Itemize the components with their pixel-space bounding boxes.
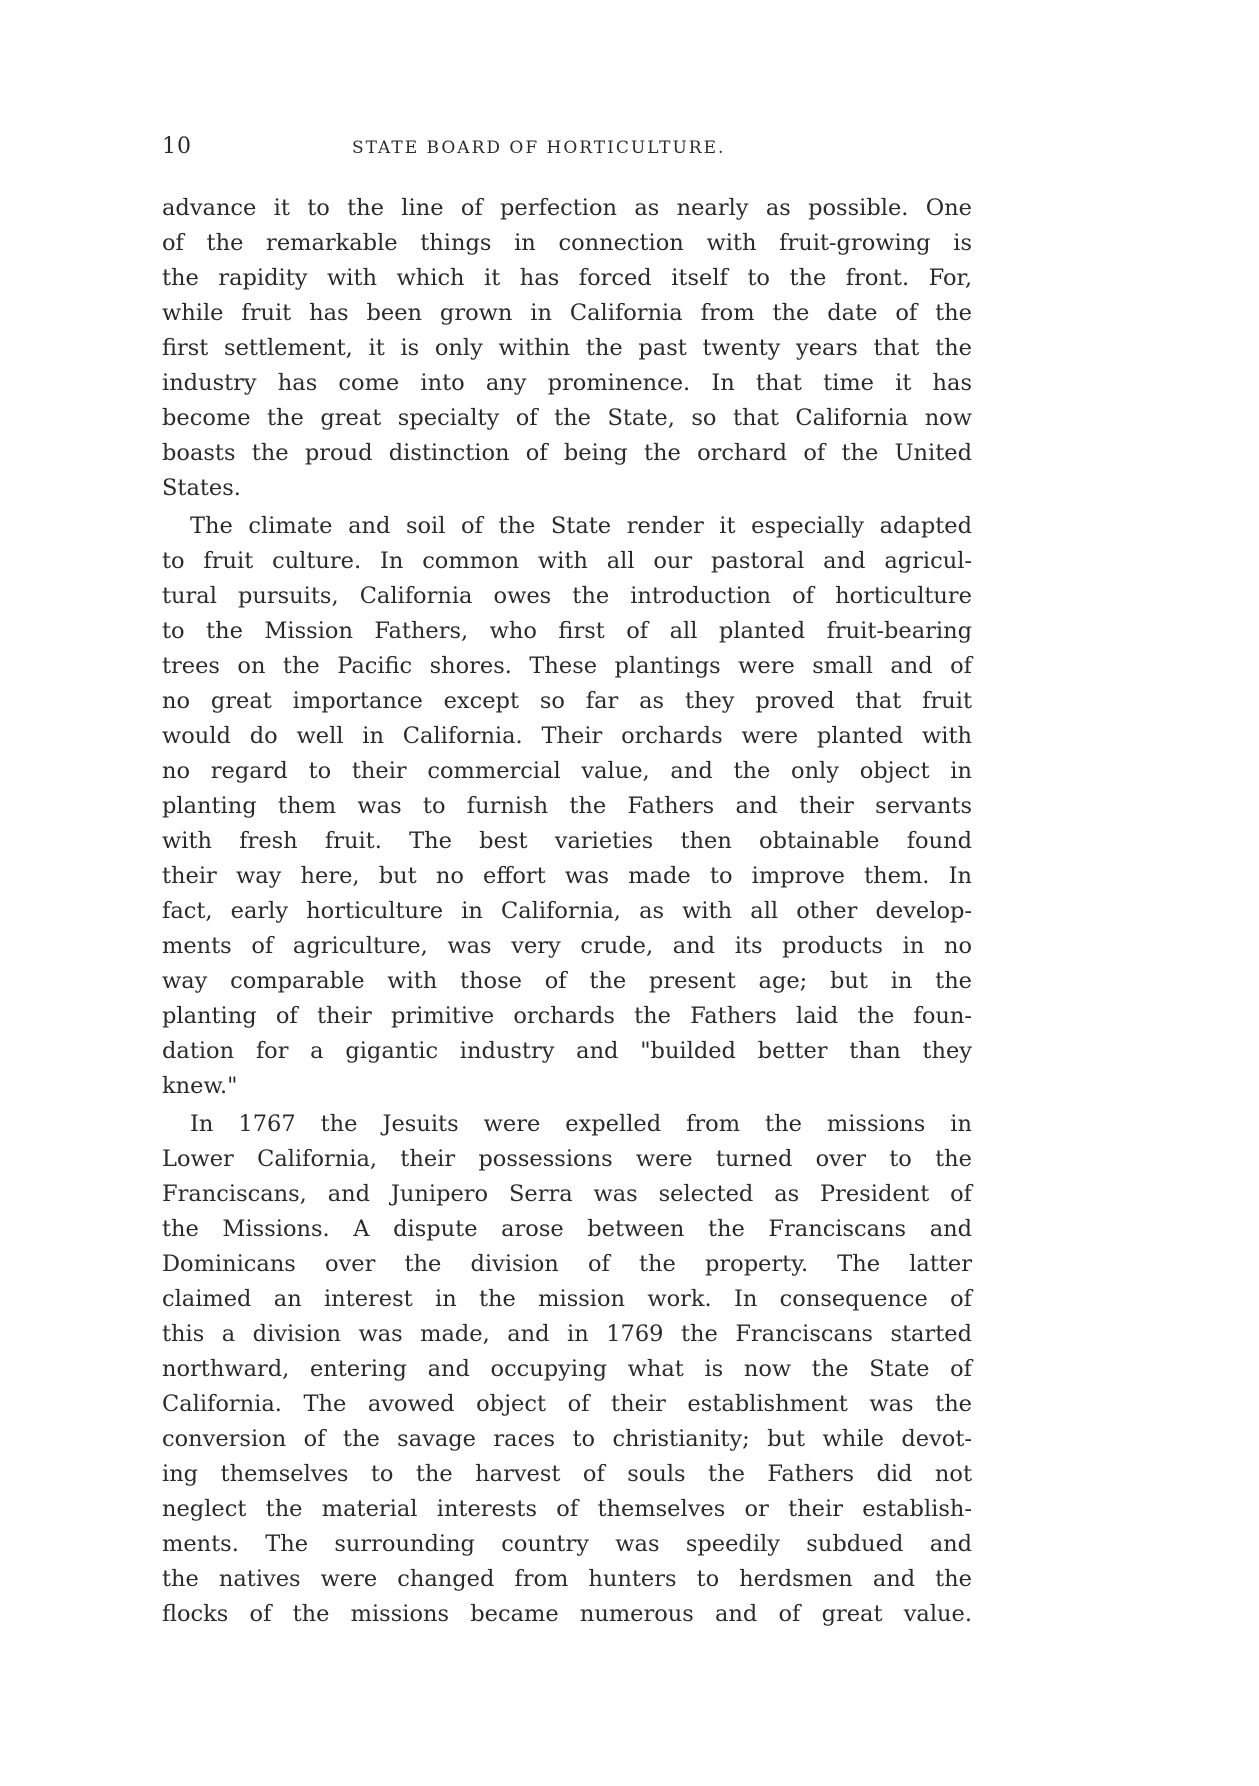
text-line: flocks of the missions became numerous and of great value. xyxy=(162,1601,972,1627)
text-line: the Missions. A dispute arose between the Franciscans and xyxy=(162,1216,972,1242)
text-line: the natives were changed from hunters to herdsmen and the xyxy=(162,1566,972,1592)
text-line: advance it to the line of perfection as nearly as possible. One xyxy=(162,195,972,221)
body-text xyxy=(162,191,972,1632)
running-head xyxy=(162,134,976,166)
text-line: Franciscans, and Junipero Serra was selected as President of xyxy=(162,1181,972,1207)
text-line: become the great specialty of the State, so that California now xyxy=(162,405,972,431)
text-line: ments. The surrounding country was speedily subdued and xyxy=(162,1531,972,1557)
text-line: ing themselves to the harvest of souls the Fathers did not xyxy=(162,1461,972,1487)
text-line: this a division was made, and in 1769 the Franciscans started xyxy=(162,1321,972,1347)
text-line: to the Mission Fathers, who first of all planted fruit-bearing xyxy=(162,618,972,644)
text-line: of the remarkable things in connection with fruit-growing is xyxy=(162,230,972,256)
paragraph xyxy=(162,191,972,506)
text-line: with fresh fruit. The best varieties then obtainable found xyxy=(162,828,972,854)
text-line: In 1767 the Jesuits were expelled from the missions in xyxy=(190,1111,972,1137)
text-line: way comparable with those of the present age; but in the xyxy=(162,968,972,994)
text-line: their way here, but no effort was made to improve them. In xyxy=(162,863,972,889)
text-line: no regard to their commercial value, and the only object in xyxy=(162,758,972,784)
text-line: no great importance except so far as they proved that fruit xyxy=(162,688,972,714)
text-line: the rapidity with which it has forced itself to the front. For, xyxy=(162,265,972,291)
text-line: planting of their primitive orchards the Fathers laid the foun- xyxy=(162,1003,972,1029)
text-line: ments of agriculture, was very crude, and its products in no xyxy=(162,933,972,959)
text-line: planting them was to furnish the Fathers and their servants xyxy=(162,793,972,819)
text-line: neglect the material interests of themselves or their establish- xyxy=(162,1496,972,1522)
text-line: conversion of the savage races to christianity; but while devot- xyxy=(162,1426,972,1452)
text-line: while fruit has been grown in California from the date of the xyxy=(162,300,972,326)
paragraph xyxy=(162,1107,972,1632)
text-line: boasts the proud distinction of being the orchard of the United xyxy=(162,440,972,466)
text-line: Lower California, their possessions were turned over to the xyxy=(162,1146,972,1172)
text-line: fact, early horticulture in California, as with all other develop- xyxy=(162,898,972,924)
text-line: knew." xyxy=(162,1073,238,1099)
text-line: dation for a gigantic industry and "builded better than they xyxy=(162,1038,972,1064)
text-line: California. The avowed object of their establishment was the xyxy=(162,1391,972,1417)
text-line: Dominicans over the division of the property. The latter xyxy=(162,1251,972,1277)
running-head-title: STATE BOARD OF HORTICULTURE. xyxy=(352,138,726,158)
text-line: to fruit culture. In common with all our pastoral and agricul- xyxy=(162,548,972,574)
text-line: industry has come into any prominence. In that time it has xyxy=(162,370,972,396)
text-line: would do well in California. Their orchards were planted with xyxy=(162,723,972,749)
text-line: first settlement, it is only within the past twenty years that the xyxy=(162,335,972,361)
text-line: claimed an interest in the mission work. In consequence of xyxy=(162,1286,972,1312)
paragraph xyxy=(162,509,972,1104)
text-line: trees on the Pacific shores. These plantings were small and of xyxy=(162,653,972,679)
text-line: tural pursuits, California owes the introduction of horticulture xyxy=(162,583,972,609)
text-line: northward, entering and occupying what is now the State of xyxy=(162,1356,972,1382)
text-line: States. xyxy=(162,475,241,501)
text-line: The climate and soil of the State render it especially adapted xyxy=(190,513,972,539)
page-number: 10 xyxy=(162,134,192,159)
